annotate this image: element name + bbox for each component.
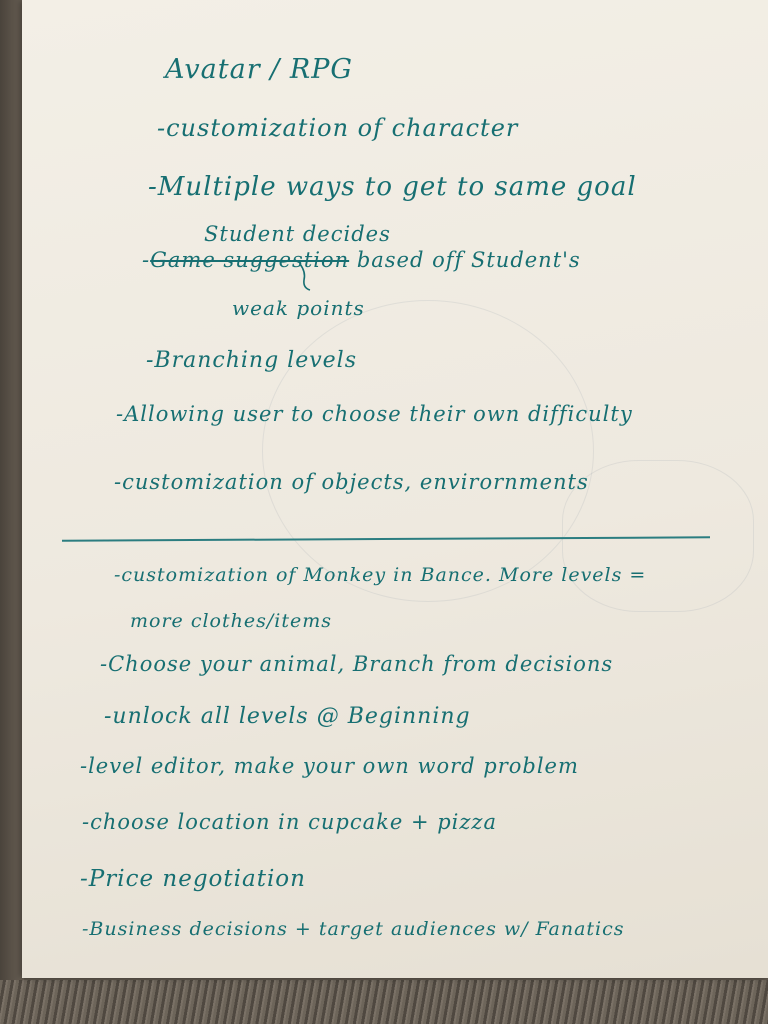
note-line xyxy=(142,248,581,272)
bleed-through-circle xyxy=(262,300,594,602)
note-title: Avatar / RPG xyxy=(165,54,353,85)
note-line: more clothes/items xyxy=(130,610,332,632)
note-line: -Branching levels xyxy=(146,348,358,373)
note-line: -Price negotiation xyxy=(80,866,306,892)
note-line: -Allowing user to choose their own difficulty xyxy=(116,402,633,426)
note-dash: - xyxy=(142,248,151,272)
carpet-background xyxy=(0,980,768,1024)
insertion-caret-icon xyxy=(298,262,314,292)
note-line: -unlock all levels @ Beginning xyxy=(104,704,471,729)
note-line: weak points xyxy=(232,296,365,320)
note-line: -Business decisions + target audiences w/ Fanatics xyxy=(82,918,625,940)
note-line: -customization of Monkey in Bance. More levels = xyxy=(114,564,647,586)
note-line: -level editor, make your own word problem xyxy=(80,754,579,778)
note-line: -choose location in cupcake + pizza xyxy=(82,810,498,834)
background-edge xyxy=(0,0,24,980)
note-insertion: Student decides xyxy=(204,222,391,246)
note-line: -Choose your animal, Branch from decisions xyxy=(100,652,614,676)
note-line: -customization of character xyxy=(157,114,519,142)
note-line: -Multiple ways to get to same goal xyxy=(148,172,637,202)
struck-text: Game suggestion xyxy=(150,248,350,272)
note-line: -customization of objects, envirornments xyxy=(114,470,589,494)
note-text: based off Student's xyxy=(349,248,581,272)
